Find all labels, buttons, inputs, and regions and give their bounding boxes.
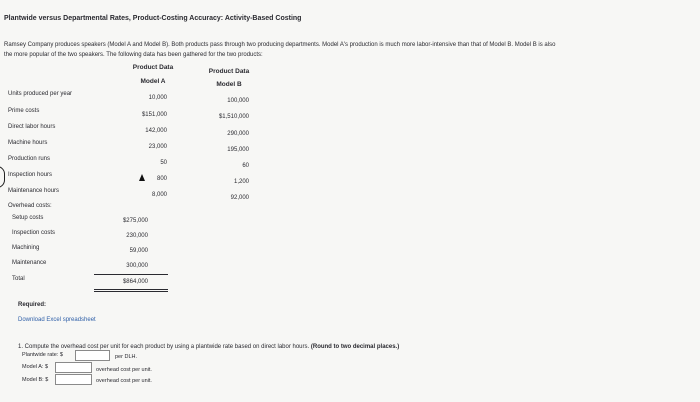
overhead-value: 230,000: [126, 233, 148, 239]
row-label: Maintenance hours: [8, 188, 60, 194]
row-value-a: 142,000: [145, 128, 167, 134]
header-model-a-bottom: Model A: [140, 78, 166, 85]
row-value-a: 10,000: [148, 95, 167, 101]
intro-line-1: Ramsey Company produces speakers (Model A and Model B). Both products pass through two producing departments. Model A's production is much more labor-intensive than that of Model B. Model B is also: [4, 42, 556, 48]
intro-line-2: the more popular of the two speakers. The following data has been gathered for the two products:: [4, 52, 263, 58]
overhead-total-value: $864,000: [122, 279, 148, 285]
model-a-label: Model A: $: [22, 364, 48, 370]
plantwide-rate-input[interactable]: [75, 350, 110, 361]
row-value-b: 1,200: [233, 179, 249, 185]
row-value-b: $1,510,000: [218, 114, 249, 120]
overhead-label: Setup costs: [12, 215, 44, 221]
page-title: Plantwide versus Departmental Rates, Product-Costing Accuracy: Activity-Based Costing: [4, 15, 302, 22]
model-b-input[interactable]: [55, 374, 92, 385]
model-a-unit: overhead cost per unit.: [96, 367, 152, 373]
overhead-label: Machining: [12, 245, 40, 251]
row-value-b: 100,000: [227, 98, 249, 104]
overhead-heading: Overhead costs:: [8, 203, 52, 209]
row-value-a: 50: [160, 160, 167, 166]
mouse-cursor-icon: [139, 174, 145, 181]
row-label: Machine hours: [8, 140, 48, 146]
dollar-prefix: $: [45, 377, 49, 383]
plantwide-rate-label: Plantwide rate: $: [22, 352, 63, 358]
overhead-value: 300,000: [126, 263, 148, 269]
row-value-a: $151,000: [141, 112, 167, 118]
question-note: (Round to two decimal places.): [310, 344, 400, 350]
total-rule-2: [94, 291, 168, 292]
row-label: Direct labor hours: [8, 124, 56, 130]
header-model-b-top: Product Data: [208, 68, 250, 75]
overhead-value: 59,000: [129, 248, 148, 254]
row-label: Units produced per year: [8, 91, 73, 97]
question-text: 1. Compute the overhead cost per unit for each product by using a plantwide rate based on direct labor hours.: [18, 344, 310, 350]
model-b-label: Model B: $: [22, 377, 49, 383]
overhead-total-label: Total: [12, 276, 25, 282]
dollar-prefix: $: [44, 364, 48, 370]
subtotal-rule: [94, 274, 168, 275]
row-value-b: 195,000: [227, 147, 249, 153]
download-excel-link[interactable]: Download Excel spreadsheet: [18, 317, 96, 323]
row-label: Production runs: [8, 156, 51, 162]
selection-bracket: [0, 166, 5, 188]
plantwide-rate-unit: per DLH.: [115, 354, 138, 360]
row-label: Prime costs: [8, 108, 40, 114]
model-a-input[interactable]: [55, 362, 92, 373]
overhead-label: Inspection costs: [12, 230, 56, 236]
row-value-b: 92,000: [230, 195, 249, 201]
dollar-prefix: $: [59, 352, 63, 358]
row-label: Inspection hours: [8, 172, 53, 178]
row-value-a: 800: [156, 176, 167, 182]
row-value-b: 290,000: [227, 131, 249, 137]
total-rule-1: [94, 289, 168, 290]
overhead-value: $275,000: [122, 218, 148, 224]
header-model-b-bottom: Model B: [216, 81, 242, 88]
model-b-unit: overhead cost per unit.: [96, 378, 152, 384]
overhead-label: Maintenance: [12, 260, 47, 266]
required-heading: Required:: [18, 302, 47, 308]
row-value-a: 8,000: [151, 192, 167, 198]
header-model-a-top: Product Data: [132, 64, 174, 71]
row-value-b: 60: [242, 163, 249, 169]
row-value-a: 23,000: [148, 144, 167, 150]
